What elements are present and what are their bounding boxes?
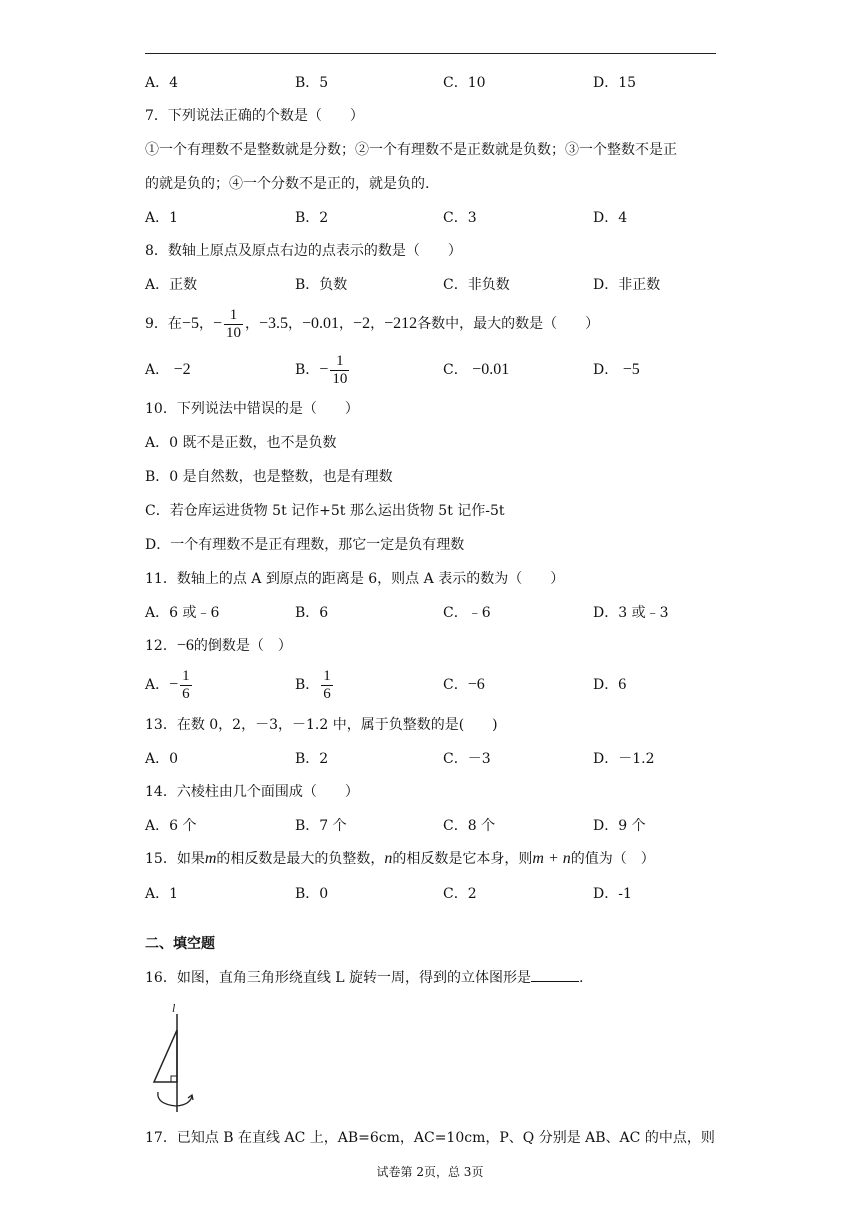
q7-statement-line2: 的就是负的；④一个分数不是正的，就是负的. [145,176,430,192]
q12-option-a-denominator: 6 [182,685,190,702]
q6-option-c: C．10 [443,75,486,91]
q7-stem: 7．下列说法正确的个数是（ ） [145,108,364,124]
rotation-arrow [158,1092,192,1106]
q9-option-d [593,352,640,388]
q16-end: . [579,970,584,986]
q9-option-c-value: −0.01 [472,361,510,378]
q9-option-c-label: C． [443,362,468,378]
q12-option-a-fraction [180,668,192,703]
page-footer: 试卷第 2页，总 3页 [376,1165,484,1179]
q9-frac-numerator: 1 [224,307,243,325]
q10-option-d: D．一个有理数不是正有理数，那它一定是负有理数 [145,537,465,553]
q11-option-c: C．﹣6 [443,605,491,621]
q9-option-d-value: −5 [622,361,640,378]
q10-option-b: B．0 是自然数，也是整数，也是有理数 [145,469,393,485]
q15-var-m: m [204,850,217,867]
q14-option-c: C．8 个 [443,818,496,834]
q6-option-b: B．5 [295,75,329,91]
q9-option-c [443,352,509,388]
q12-suffix: 的倒数是（ ） [193,638,292,654]
q15-var-n: n [384,850,393,867]
q15-option-c: C．2 [443,886,477,902]
q12-option-d-value: 6 [618,676,627,693]
q16-text: 16．如图，直角三角形绕直线 L 旋转一周，得到的立体图形是 [145,970,532,986]
q9-option-a-label: A． [145,362,170,378]
q12-option-d [593,667,626,703]
q8-option-b: B．负数 [295,277,348,293]
q7-option-a: A．1 [145,210,179,226]
q9-option-b-sign: − [319,361,329,378]
q12-option-c-label: C． [443,677,468,693]
q7-option-d: D．4 [593,210,628,226]
q15-part-4: 的值为（ ） [570,851,655,867]
q9-number-4: −0.01 [302,315,340,332]
q12-option-a-numerator: 1 [182,667,190,684]
q15-expression: m + n [532,850,571,867]
q15-stem [145,849,655,869]
q8-option-d: D．非正数 [593,277,661,293]
rotation-triangle-figure [146,1000,206,1115]
q12-option-a [145,667,194,703]
q15-option-d: D．-1 [593,886,632,902]
q17-stem: 17．已知点 B 在直线 AC 上，AB=6cm，AC=10cm，P、Q 分别是 AB、AC 的中点，则 [145,1130,715,1146]
q13-stem: 13．在数 0，2，－3，－1.2 中，属于负整数的是( ) [145,717,498,733]
q15-part-2: 的相反数是最大的负整数， [216,851,385,867]
q9-option-a [145,352,191,388]
q12-option-a-sign: − [169,676,179,693]
q12-option-b-label: B． [295,677,320,693]
header-rule [145,53,716,54]
q15-option-b: B．0 [295,886,329,902]
q12-option-b [295,667,335,703]
q11-option-a: A．6 或﹣6 [145,605,220,621]
q13-option-b: B．2 [295,751,329,767]
q9-option-b-label: B． [295,362,320,378]
q9-number-6: −212 [384,315,418,332]
q12-option-b-denominator: 6 [323,685,331,702]
q7-option-c: C．3 [443,210,477,226]
q12-option-c [443,667,485,703]
q12-prefix: 12． [145,638,177,654]
q9-option-d-label: D． [593,362,619,378]
q16-stem [145,967,583,988]
q16-answer-blank [531,967,579,982]
line-l-label: l [172,1001,176,1015]
right-angle-mark [171,1076,177,1082]
right-triangle [154,1030,177,1082]
q11-option-b: B．6 [295,605,329,621]
q14-option-d: D．9 个 [593,818,646,834]
q9-option-b-denominator: 10 [332,370,348,387]
q7-option-b: B．2 [295,210,329,226]
q9-option-b [295,352,351,388]
q12-option-c-value: −6 [467,676,485,693]
q6-option-a: A．4 [145,75,179,91]
q9-frac-denominator: 10 [225,324,241,341]
q9-frac-sign: − [212,315,222,332]
q9-option-a-value: −2 [173,361,191,378]
q9-stem: 9．在−5，− $\frac{1}{10}$ ，−3.5，−0.01，−2，−212各数中，最大的数是（ ） [145,306,600,341]
q7-statement-line1: ①一个有理数不是整数就是分数；②一个有理数不是正数就是负数；③一个整数不是正 [145,142,677,158]
q9-option-b-fraction [330,353,349,388]
q9-option-b-numerator: 1 [330,353,349,371]
q14-option-a: A．6 个 [145,818,197,834]
q13-option-c: C．－3 [443,751,491,767]
q10-stem: 10．下列说法中错误的是（ ） [145,401,359,417]
q12-option-b-fraction [321,668,333,703]
q8-stem: 8．数轴上原点及原点右边的点表示的数是（ ） [145,243,462,259]
q15-option-a: A．1 [145,886,179,902]
q15-part-1: 15．如果 [145,851,205,867]
q9-fraction [224,307,243,342]
q9-number-5: −2 [353,315,371,332]
q8-option-a: A．正数 [145,277,198,293]
q9-number-3: −3.5 [258,315,289,332]
q14-option-b: B．7 个 [295,818,347,834]
q13-option-d: D．－1.2 [593,751,655,767]
section-title: 二、填空题 [145,936,215,952]
q11-option-d: D．3 或﹣3 [593,605,669,621]
q13-option-a: A．0 [145,751,179,767]
q8-option-c: C．非负数 [443,277,510,293]
q10-option-c: C．若仓库运进货物 5t 记作+5t 那么运出货物 5t 记作-5t [145,503,505,519]
q12-option-d-label: D． [593,677,619,693]
q11-stem: 11．数轴上的点 A 到原点的距离是 6，则点 A 表示的数为（ ） [145,571,565,587]
q12-value: −6 [176,637,194,654]
q12-option-b-numerator: 1 [323,667,331,684]
q14-stem: 14．六棱柱由几个面围成（ ） [145,784,359,800]
q9-suffix: 各数中，最大的数是（ ） [417,316,600,332]
q12-option-a-label: A． [145,677,170,693]
q15-part-3: 的相反数是它本身，则 [392,851,533,867]
q12-stem [145,636,292,656]
q6-option-d: D．15 [593,75,637,91]
q9-prefix: 9．在 [145,316,182,332]
q9-number-1: −5 [181,315,199,332]
q10-option-a: A．0 既不是正数，也不是负数 [145,435,337,451]
